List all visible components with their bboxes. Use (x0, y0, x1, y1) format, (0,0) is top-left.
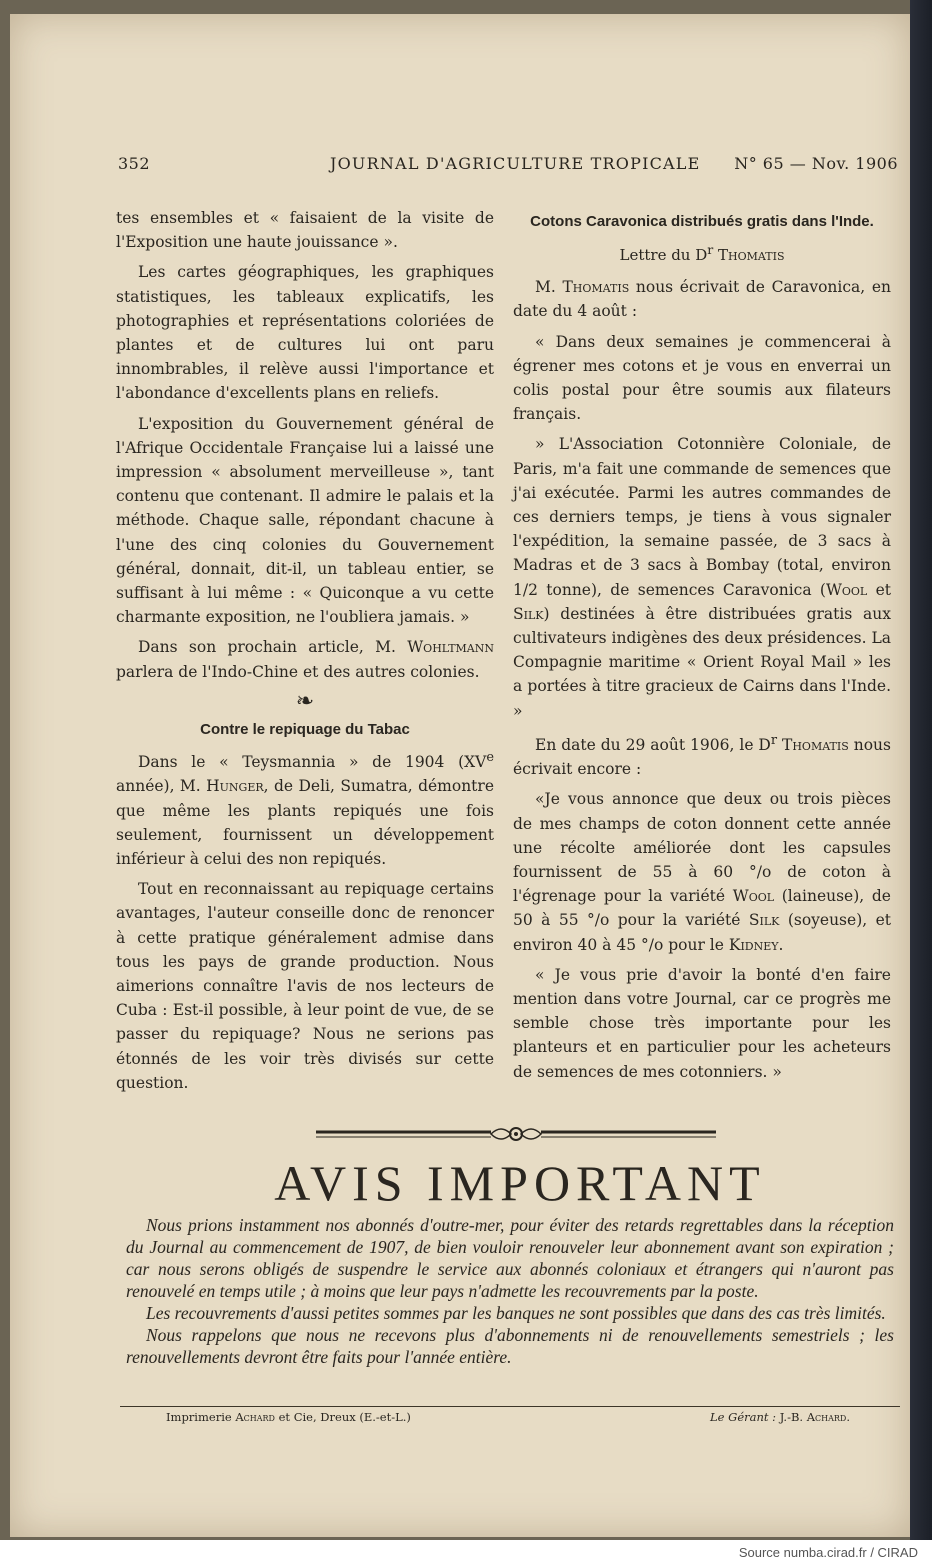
printer-credit (166, 1410, 411, 1424)
paragraph (116, 746, 494, 871)
text-run: Imprimerie (166, 1410, 236, 1424)
paragraph (513, 729, 891, 782)
notice-body (126, 1214, 894, 1368)
notice-title: AVIS IMPORTANT (274, 1155, 766, 1211)
paragraph: tes ensembles et « faisaient de la visite de l'Exposition une haute jouissance ». (116, 209, 494, 252)
text-run: Dans le « Teysmannia » de 1904 (XV (138, 753, 487, 772)
paragraph: Tout en reconnaissant au repiquage certains avantages, l'auteur conseille donc de renoncer à cette pratique généralement admise dans tous les pays de grande production. Nous aimerions connaître l'avis de nos lecteurs de Cuba : Est-il possible, à leur point de vue, de se passer du repiquage? Nous ne serions pas étonnés de les voir très divisés sur cette question. (116, 880, 494, 1092)
text-run: «Je vous annonce que deux ou trois pièces de mes champs de coton donnent cette année une récolte améliorée dont les capsules fournissent de 55 à 60 °/o de coton à l'égrenage pour la variété (513, 790, 891, 906)
text-run: En date du 29 août 1906, le D (535, 736, 771, 755)
notice-paragraph: Les recouvrements d'aussi petites sommes par les banques ne sont possibles que dans des cas très limités. (146, 1303, 886, 1323)
source-credit: Source numba.cirad.fr / CIRAD (738, 1545, 918, 1560)
running-header (118, 154, 898, 186)
journal-page (10, 14, 910, 1537)
article-title: Cotons Caravonica distribués gratis dans l'Inde. (530, 213, 874, 230)
page-number: 352 (118, 154, 151, 173)
ornamental-rule (316, 1124, 716, 1146)
article-subtitle (513, 238, 891, 267)
paragraph (513, 787, 891, 956)
manager-name: J.-B. Achard. (779, 1410, 850, 1424)
author-name: Thomatis (718, 246, 785, 264)
paragraph: L'exposition du Gouvernement général de l'Afrique Occidentale Française lui a laissé une impression « absolument merveilleuse », tant contenu que contenant. Il admire le palais et la méthode. Chaque salle, répondant chacune à l'une des cinq colonies du Gouvernement général, donnait, dit-il, un tableau entier, se suffisant à lui même : « Quiconque a vu cette charmante exposition, ne l'oubliera jamais. » (116, 414, 494, 627)
author-name: Wohltmann (407, 638, 494, 657)
variety-name: Silk (513, 604, 544, 623)
article-title: Contre le repiquage du Tabac (200, 721, 410, 739)
author-name: Thomatis (562, 278, 630, 297)
text-run: et Cie, Dreux (E.-et-L.) (274, 1410, 411, 1424)
text-run: année), M. (116, 777, 207, 796)
paragraph: « Je vous prie d'avoir la bonté d'en faire mention dans votre Journal, car ce progrès me semble chose très importante pour les planteurs et en particulier pour les acheteurs de semences de mes cotonniers. » (513, 965, 891, 1081)
author-name: Thomatis (782, 736, 849, 755)
printer-name: Achard (235, 1410, 275, 1424)
text-run: . (778, 935, 784, 954)
text-run: , de Deli, Sumatra, démontre que même les plants repiqués une fois seulement, fournissent un développement inférieur à celui des non repiqués. (116, 777, 494, 869)
paragraph: Les cartes géographiques, les graphiques statistiques, les tableaux explicatifs, les photographies et représentations coloriées de plantes et de cultures lui ont paru innombrables, il relève aussi l'importance et l'abondance d'excellents plans en reliefs. (116, 263, 494, 403)
superscript: e (486, 750, 494, 766)
text-run: Dans son prochain article, M. (138, 638, 408, 657)
journal-title: JOURNAL D'AGRICULTURE TROPICALE (330, 154, 701, 173)
paragraph (116, 635, 494, 683)
paragraph: « Dans deux semaines je commencerai à égrener mes cotons et je vous en enverrai un colis postal pour être soumis aux filateurs français. (513, 332, 891, 424)
superscript: r (770, 732, 778, 748)
text-run: (soyeuse), et environ 40 à 45 °/o pour le (513, 911, 892, 954)
text-run: nous écrivait encore : (513, 736, 891, 779)
right-column (513, 206, 891, 1090)
paragraph (513, 432, 891, 722)
book-spine (910, 0, 932, 1540)
paragraph (513, 275, 891, 323)
text-run: Lettre du D (619, 246, 708, 264)
variety-name: Wool (732, 887, 775, 906)
fleuron-ornament: ❧ (295, 688, 315, 714)
text-run: et (867, 580, 891, 599)
variety-name: Silk (748, 911, 780, 930)
superscript: r (707, 242, 714, 257)
text-run: nous écrivait de Caravonica, en date du 4 août : (513, 278, 891, 321)
manager-credit (710, 1410, 850, 1424)
text-run: ) destinées à être distribuées gratis aux cultivateurs indigènes des deux présidences. La Compagnie maritime « Orient Royal Mail » les a portées à titre gracieux de Cairns dans l'Inde. » (513, 604, 891, 720)
text-run: (laineuse), de 50 à 55 °/o pour la variété (513, 887, 891, 930)
left-column (116, 206, 494, 1101)
variety-name: Kidney (728, 935, 779, 954)
author-name: Hunger (206, 777, 264, 796)
text-run: parlera de l'Indo-Chine et des autres colonies. (116, 662, 480, 681)
footer-divider (120, 1406, 900, 1407)
imprint-footer (120, 1410, 900, 1430)
text-run: Le Gérant : (710, 1410, 777, 1424)
variety-name: Wool (825, 580, 868, 599)
notice-paragraph: Nous prions instamment nos abonnés d'outre-mer, pour éviter des retards regrettables dans la réception du Journal au commencement de 1907, de bien vouloir renouveler leur abonnement avant son expiration ; car nous serons obligés de suspendre le service aux abonnés coloniaux et étrangers qui n'auront pas renouvelé en temps utile ; à moins que leur pays n'admette les recouvrements par la poste. (126, 1215, 894, 1301)
text-run: M. (535, 278, 563, 297)
issue-number: N° 65 — Nov. 1906 (734, 154, 898, 173)
notice-paragraph: Nous rappelons que nous ne recevons plus d'abonnements ni de renouvellements semestriels ; les renouvellements devront être faits pour l'année entière. (126, 1325, 894, 1367)
text-run: » L'Association Cotonnière Coloniale, de Paris, m'a fait une commande de semences que j'ai exécutée. Parmi les autres commandes de ces derniers temps, je tiens à vous signaler l'expédition, la semaine passée, de 3 sacs à Madras et de 3 sacs à Bombay (total, environ 1/2 tonne), de semences Caravonica ( (513, 435, 891, 599)
